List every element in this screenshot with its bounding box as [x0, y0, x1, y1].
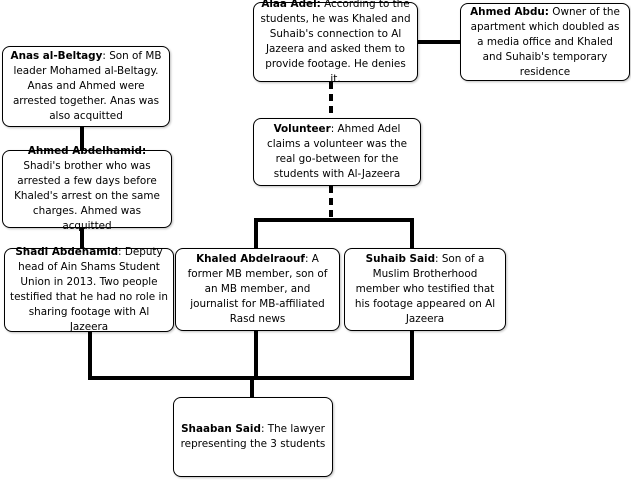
node-shaaban-said-name: Shaaban Said: [181, 423, 261, 435]
node-ahmed-abdu-desc: Owner of the apartment which doubled as a media office and Khaled and Suhaib's temporary residence: [470, 5, 620, 78]
node-anas-al-beltagy-desc: : Son of MB leader Mohamed al-Beltagy. Anas and Ahmed were arrested together. Anas was also acquitted: [12, 50, 162, 122]
node-ahmed-abdu: [460, 3, 630, 81]
node-shadi-abdehamid-name: Shadi Abdehamid: [15, 246, 119, 258]
node-anas-al-beltagy-name: Anas al-Beltagy: [10, 50, 103, 62]
node-alaa-adel-desc: According to the students, he was Khaled and Suhaib's connection to Al Jazeera and asked them to provide footage. He denies it.: [260, 0, 411, 85]
node-alaa-adel: [253, 0, 418, 85]
node-suhaib-said: [344, 248, 506, 331]
node-ahmed-abdelhamid: [2, 145, 172, 232]
node-volunteer-desc: : Ahmed Adel claims a volunteer was the real go-between for the students with Al-Jazeera: [267, 123, 407, 180]
node-suhaib-said-desc: : Son of a Muslim Brotherhood member who testified that his footage appeared on Al Jazeera: [354, 253, 496, 325]
node-volunteer-name: Volunteer: [273, 123, 331, 135]
node-shadi-abdehamid-desc: : Deputy head of Ain Shams Student Union in 2013. Two people testified that he had no role in sharing footage with Al Jazeera: [10, 246, 168, 333]
node-khaled-abdelraouf: [175, 248, 340, 331]
node-ahmed-abdu-name: Ahmed Abdu:: [470, 5, 549, 18]
node-anas-al-beltagy: [2, 46, 170, 127]
node-shaaban-said-desc: : The lawyer representing the 3 students: [180, 423, 326, 450]
node-suhaib-said-name: Suhaib Said: [365, 253, 436, 265]
node-shaaban-said: [173, 397, 333, 477]
node-volunteer: [253, 118, 421, 186]
node-khaled-abdelraouf-desc: : A former MB member, son of an MB member, and journalist for MB-affiliated Rasd news: [187, 253, 328, 325]
node-ahmed-abdelhamid-desc: Shadi's brother who was arrested a few days before Khaled's arrest on the same charges. Ahmed was acquitted: [14, 160, 160, 232]
node-alaa-adel-name: Alaa Adel:: [261, 0, 321, 10]
node-khaled-abdelraouf-name: Khaled Abdelraouf: [196, 253, 305, 265]
node-ahmed-abdelhamid-name: Ahmed Abdelhamid:: [27, 145, 147, 157]
node-shadi-abdehamid: [4, 248, 174, 332]
